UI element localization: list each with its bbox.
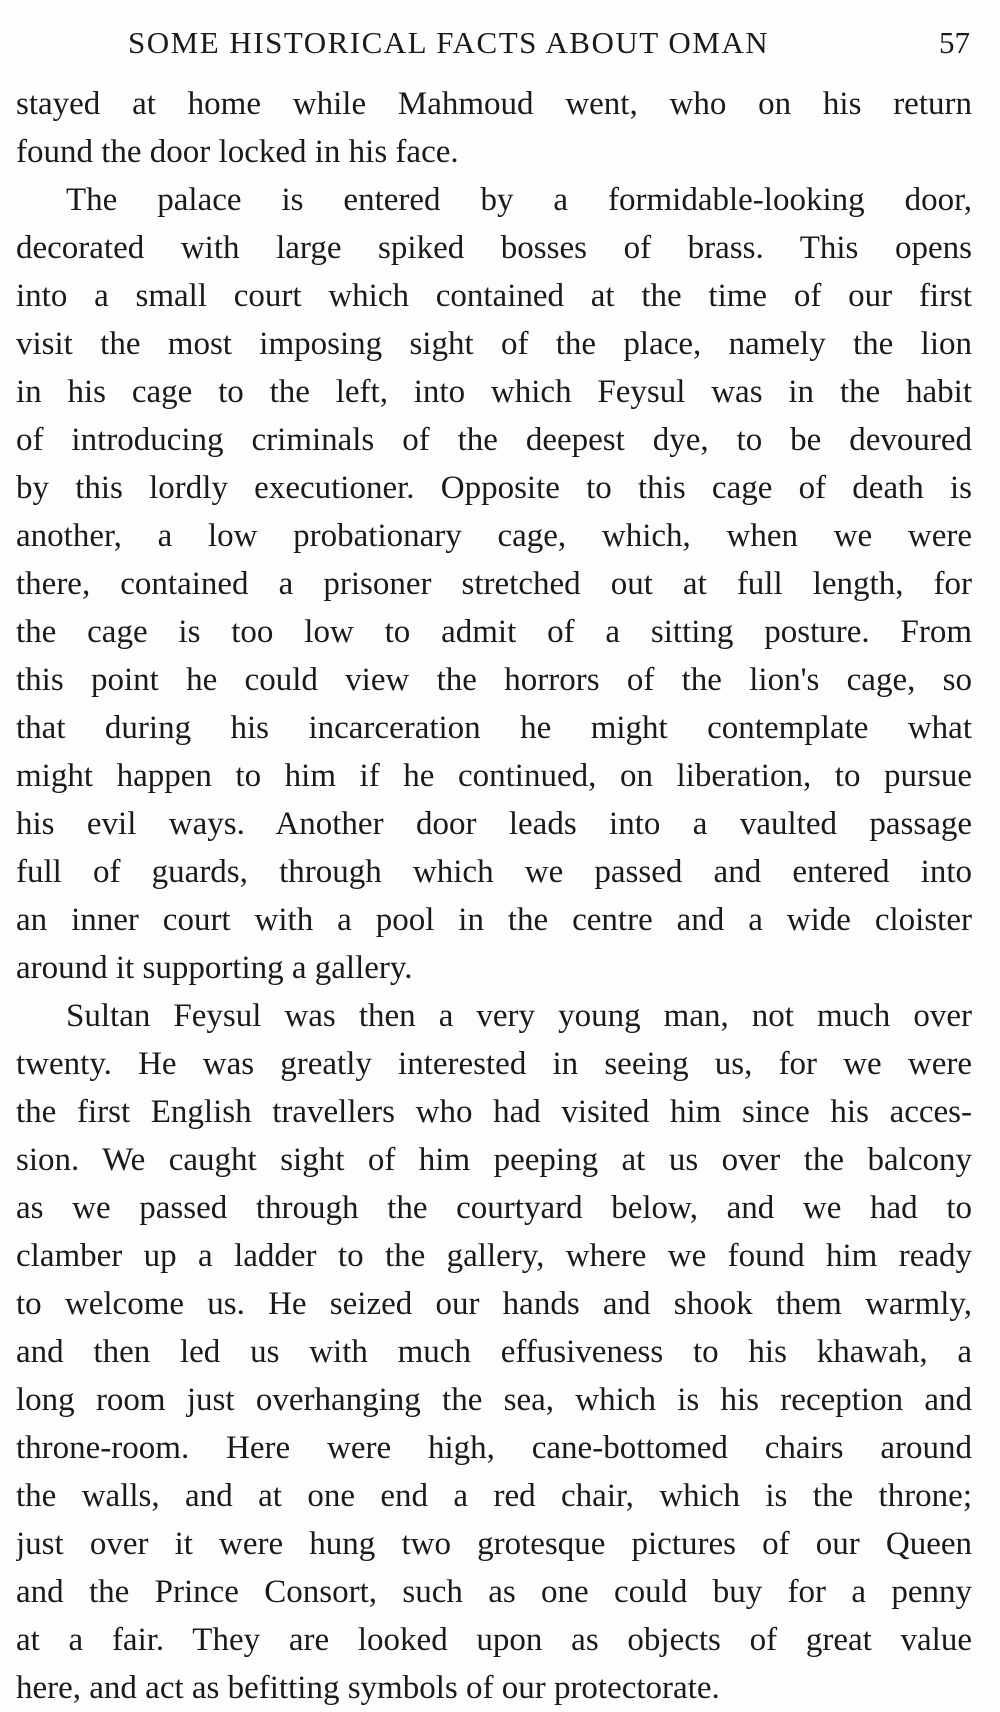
text-line: clamber up a ladder to the gallery, where we found him ready: [16, 1238, 972, 1274]
text-line: and then led us with much effusiveness to his khawah, a: [16, 1334, 972, 1370]
text-line: found the door locked in his face.: [16, 134, 459, 170]
text-line: around it supporting a gallery.: [16, 950, 413, 986]
text-line: just over it were hung two grotesque pictures of our Queen: [16, 1526, 972, 1562]
text-line: his evil ways. Another door leads into a vaulted passage: [16, 806, 972, 842]
text-line: in his cage to the left, into which Feysul was in the habit: [16, 374, 972, 410]
text-line: another, a low probationary cage, which, when we were: [16, 518, 972, 554]
text-line: by this lordly executioner. Opposite to this cage of death is: [16, 470, 972, 506]
text-line: into a small court which contained at the time of our first: [16, 278, 972, 314]
text-line: full of guards, through which we passed and entered into: [16, 854, 972, 890]
text-line: sion. We caught sight of him peeping at us over the balcony: [16, 1142, 972, 1178]
paragraph-3: [16, 992, 972, 1712]
text-line: that during his incarceration he might contemplate what: [16, 710, 972, 746]
text-line: this point he could view the horrors of the lion's cage, so: [16, 662, 972, 698]
text-line: stayed at home while Mahmoud went, who on his return: [16, 86, 972, 122]
text-line: twenty. He was greatly interested in seeing us, for we were: [16, 1046, 972, 1082]
text-line: to welcome us. He seized our hands and shook them warmly,: [16, 1286, 972, 1322]
text-line: the cage is too low to admit of a sitting posture. From: [16, 614, 972, 650]
text-line: an inner court with a pool in the centre and a wide cloister: [16, 902, 972, 938]
text-line: long room just overhanging the sea, which is his reception and: [16, 1382, 972, 1418]
text-line: might happen to him if he continued, on liberation, to pursue: [16, 758, 972, 794]
text-line: and the Prince Consort, such as one could buy for a penny: [16, 1574, 972, 1610]
text-line: there, contained a prisoner stretched out at full length, for: [16, 566, 972, 602]
page-number: 57: [939, 25, 970, 60]
text-line: as we passed through the courtyard below, and we had to: [16, 1190, 972, 1226]
text-line: at a fair. They are looked upon as objects of great value: [16, 1622, 972, 1658]
running-title: SOME HISTORICAL FACTS ABOUT OMAN: [128, 25, 770, 60]
paragraph-1: [16, 80, 972, 176]
text-line: throne-room. Here were high, cane-bottomed chairs around: [16, 1430, 972, 1466]
running-head: [0, 18, 1000, 68]
text-line: here, and act as befitting symbols of our protectorate.: [16, 1670, 720, 1706]
paragraph-2: [16, 176, 972, 992]
text-line: of introducing criminals of the deepest dye, to be devoured: [16, 422, 972, 458]
text-line: decorated with large spiked bosses of brass. This opens: [16, 230, 972, 266]
text-line: the walls, and at one end a red chair, which is the throne;: [16, 1478, 972, 1514]
text-line: Sultan Feysul was then a very young man, not much over: [66, 998, 972, 1034]
text-line: The palace is entered by a formidable-looking door,: [66, 182, 972, 218]
body-text: [16, 80, 972, 1712]
text-line: visit the most imposing sight of the place, namely the lion: [16, 326, 972, 362]
text-line: the first English travellers who had visited him since his acces-: [16, 1094, 972, 1130]
